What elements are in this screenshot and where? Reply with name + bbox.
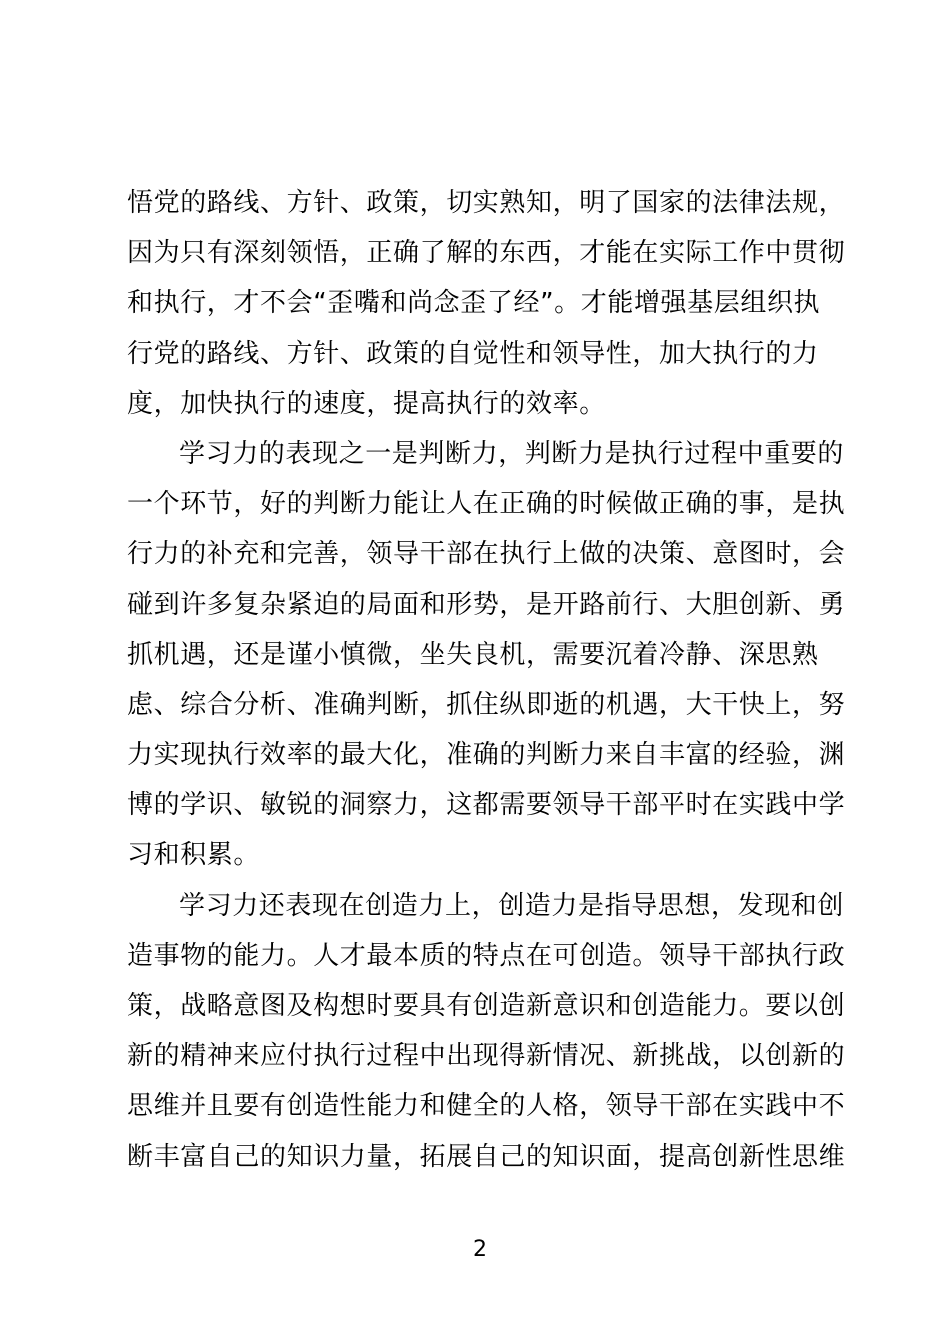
text-line: 思维并且要有创造性能力和健全的人格，领导干部在实践中不 [127,1091,846,1122]
text-line: 博的学识、敏锐的洞察力，这都需要领导干部平时在实践中学 [127,790,846,821]
text-line: 新的精神来应付执行过程中出现得新情况、新挑战，以创新的 [127,1041,846,1072]
text-line: 造事物的能力。人才最本质的特点在可创造。领导干部执行政 [127,940,846,971]
text-line: 力实现执行效率的最大化，准确的判断力来自丰富的经验，渊 [127,740,846,771]
body-text [127,178,846,1182]
text-line: 度，加快执行的速度，提高执行的效率。 [127,388,606,419]
page-number: 2 [473,1237,487,1262]
text-line: 虑、综合分析、准确判断，抓住纵即逝的机遇，大干快上，努 [127,689,846,720]
paragraph-start-line: 学习力还表现在创造力上，创造力是指导思想，发现和创 [179,890,845,921]
text-line: 因为只有深刻领悟，正确了解的东西，才能在实际工作中贯彻 [127,238,846,269]
paragraph-start-line: 学习力的表现之一是判断力，判断力是执行过程中重要的 [179,438,845,469]
text-line: 习和积累。 [127,840,261,871]
text-line: 碰到许多复杂紧迫的局面和形势，是开路前行、大胆创新、勇 [127,589,846,620]
text-line: 行力的补充和完善，领导干部在执行上做的决策、意图时，会 [127,539,846,570]
text-line: 行党的路线、方针、政策的自觉性和领导性，加大执行的力 [127,338,819,369]
text-line: 断丰富自己的知识力量，拓展自己的知识面，提高创新性思维 [127,1141,846,1172]
text-line: 策，战略意图及构想时要具有创造新意识和创造能力。要以创 [127,991,846,1021]
text-line: 抓机遇，还是谨小慎微，坐失良机，需要沉着冷静、深思熟 [127,639,819,670]
text-line: 悟党的路线、方针、政策，切实熟知，明了国家的法律法规， [127,188,846,218]
text-line: 和执行，才不会“歪嘴和尚念歪了经”。才能增强基层组织执 [127,288,821,319]
text-line: 一个环节，好的判断力能让人在正确的时候做正确的事，是执 [127,489,846,520]
